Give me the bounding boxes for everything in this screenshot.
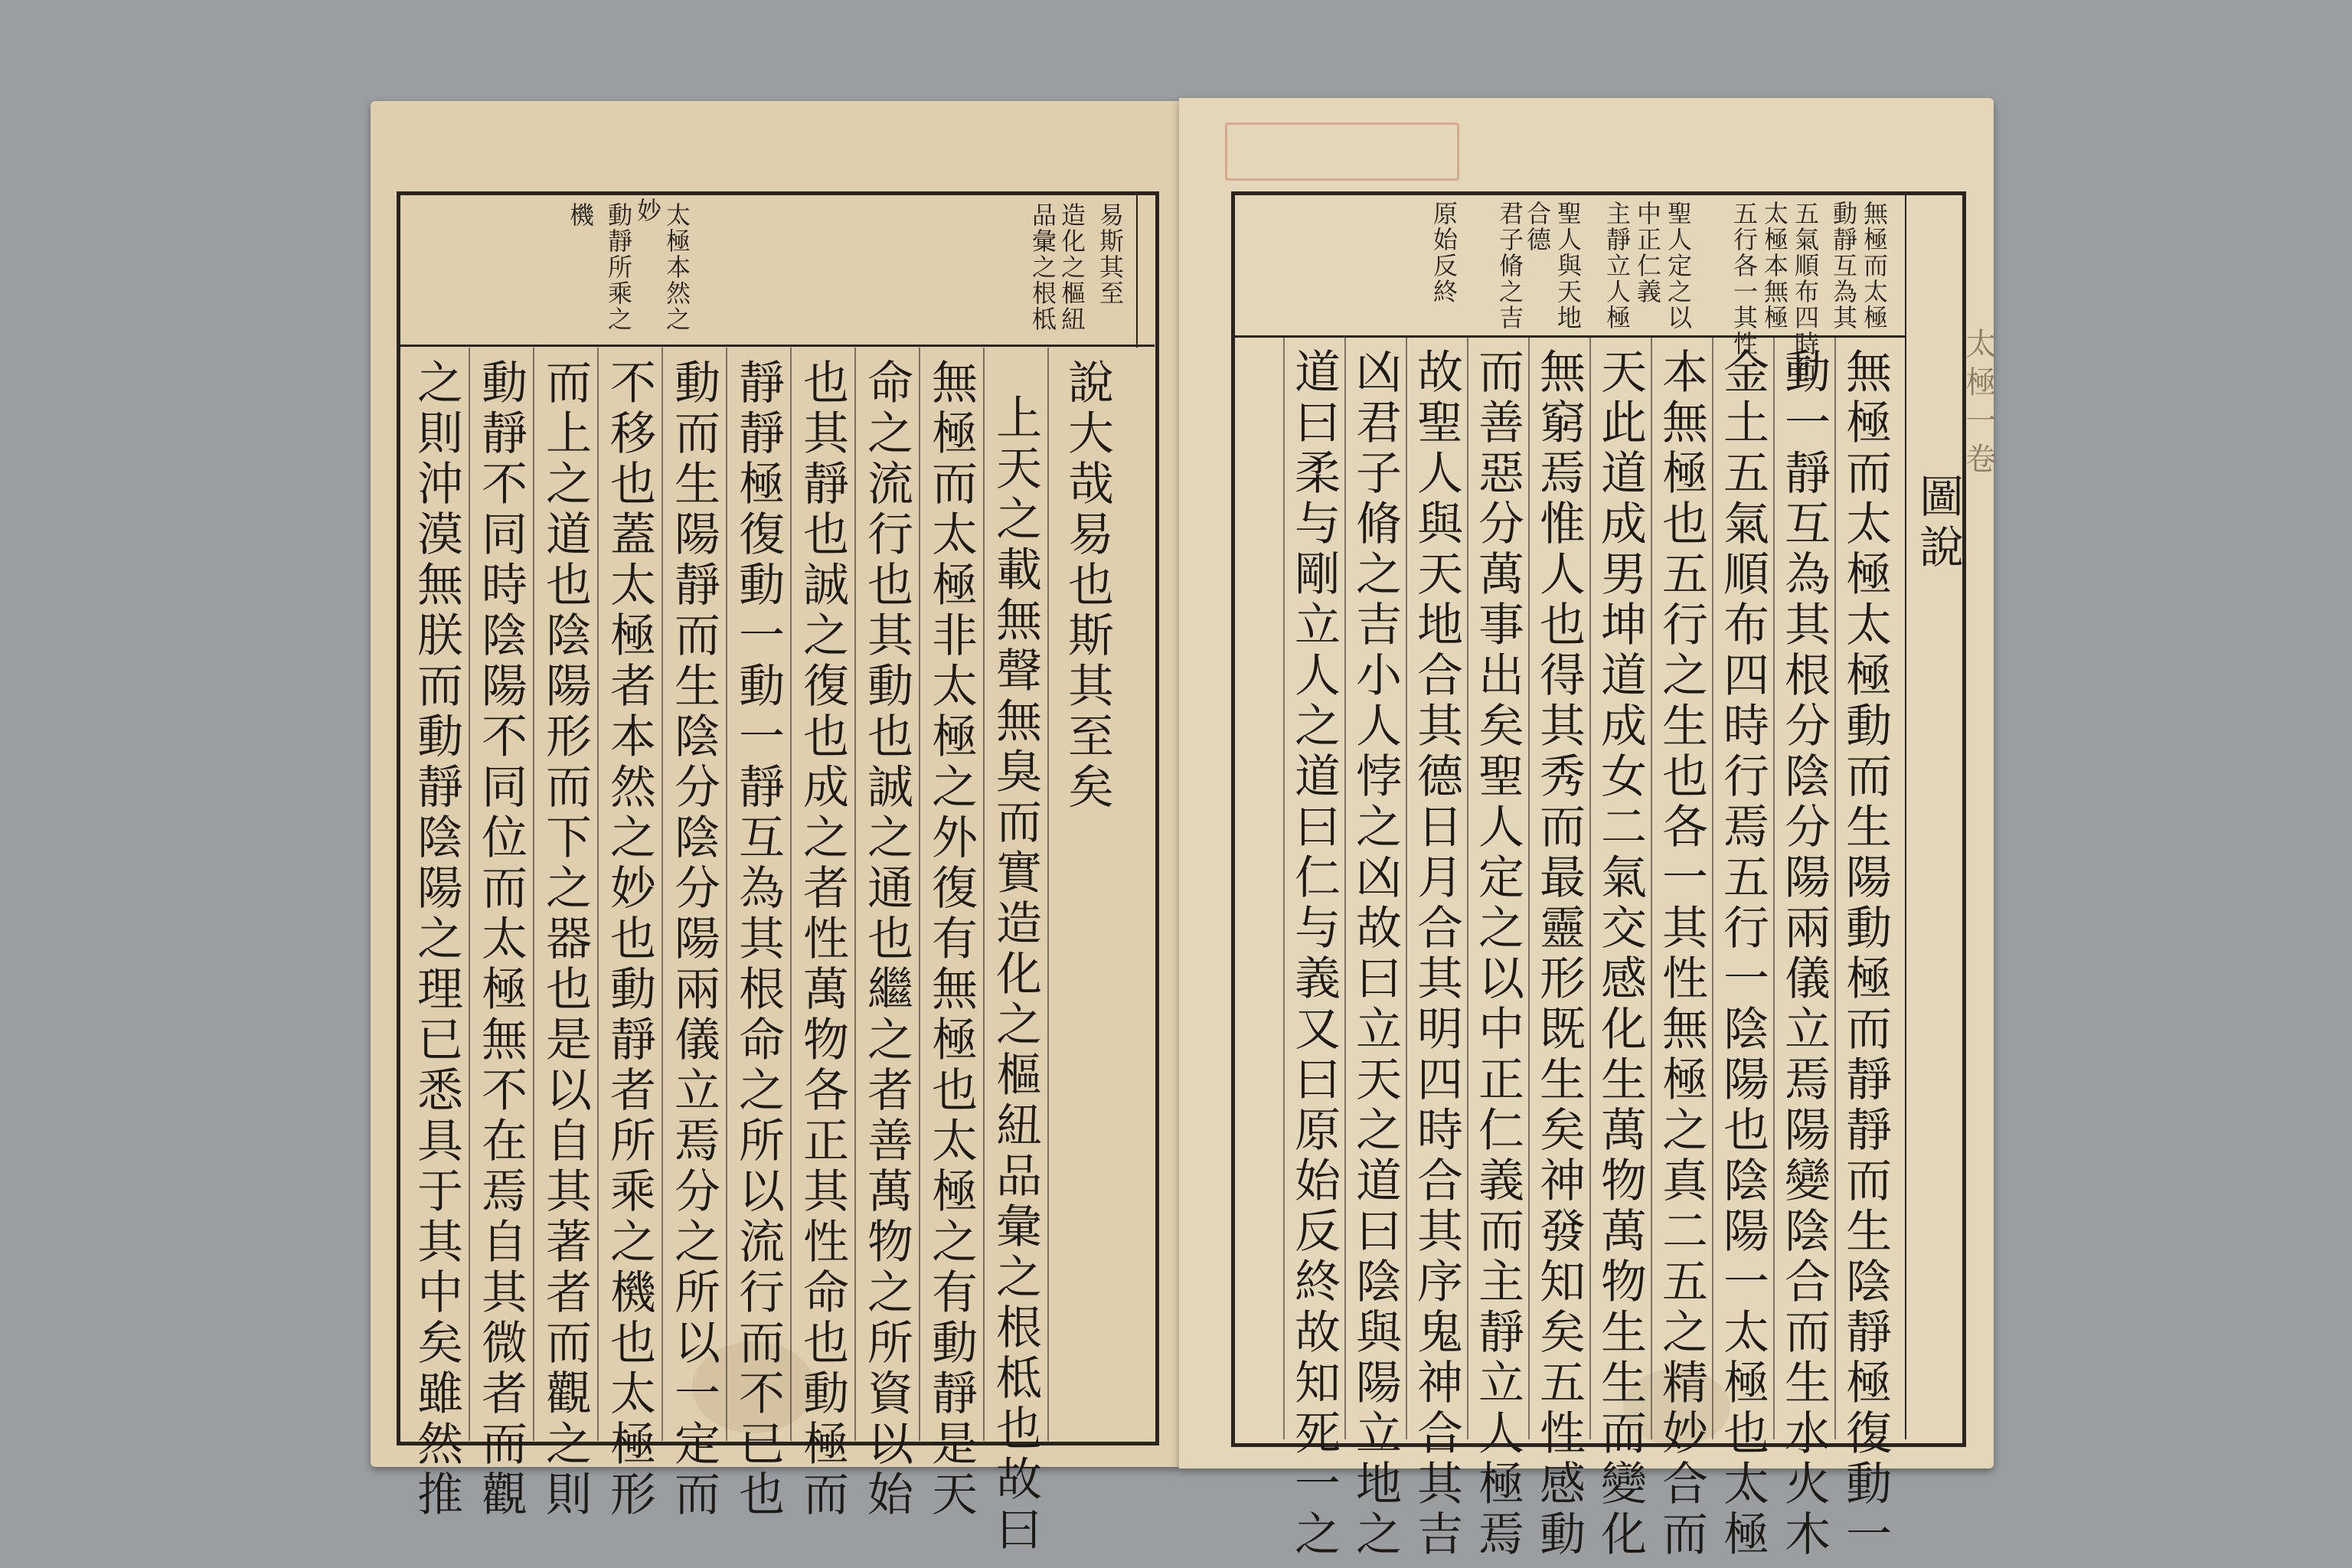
right-header-note: 動靜互為其 [1829, 201, 1858, 331]
right-header-note: 主靜立人極 [1602, 201, 1632, 331]
left-header-note: 造化之樞紐 [1057, 202, 1086, 332]
column-rule [790, 348, 792, 1441]
right-header-note: 原始反終 [1429, 201, 1459, 305]
right-text-column: 動一靜互為其根分陰分陽兩儀立焉陽變陰合而生水火木 [1777, 348, 1831, 1560]
right-header-note: 五行各一其性 [1730, 201, 1759, 357]
right-margin-rule [1905, 194, 1906, 1439]
column-rule [1589, 337, 1591, 1439]
right-header-note: 五氣順布四時行 [1791, 201, 1820, 383]
column-rule [726, 348, 727, 1441]
left-text-column: 不移也蓋太極者本然之妙也動靜者所乘之機也太極形 [603, 358, 656, 1521]
column-rule [469, 348, 470, 1441]
left-text-column: 動而生陽靜而生陰分陰分陽兩儀立焉分之所以一定而 [667, 358, 720, 1521]
left-text-column: 靜靜極復動一動一靜互為其根命之所以流行而不已也 [731, 358, 785, 1521]
left-text-column: 無極而太極非太極之外復有無極也太極之有動靜是天 [924, 358, 978, 1521]
left-text-column: 之則沖漠無朕而動靜陰陽之理已悉具于其中矣雖然推 [410, 358, 463, 1521]
right-text-column: 本無極也五行之生也各一其性無極之真二五之精妙合而 [1655, 348, 1708, 1560]
column-rule [983, 348, 985, 1441]
column-rule [1834, 337, 1836, 1439]
column-rule [1467, 337, 1468, 1439]
left-text-column: 而上之道也陰陽形而下之器也是以自其著者而觀之則 [538, 358, 592, 1521]
left-text-column: 上天之載無聲無臭而實造化之樞紐品彙之根柢也故曰 [988, 394, 1042, 1556]
left-text-column: 命之流行也其動也誠之通也繼之者善萬物之所資以始 [860, 358, 913, 1521]
column-rule [1528, 337, 1530, 1439]
left-header-note: 易斯其至 [1096, 202, 1125, 306]
left-header-note: 品彙之根柢 [1028, 202, 1057, 332]
column-rule [1047, 348, 1049, 1441]
column-rule [1773, 337, 1775, 1439]
column-rule [1283, 337, 1285, 1439]
left-text-column: 也其靜也誠之復也成之者性萬物各正其性命也動極而 [795, 358, 849, 1521]
left-header-note: 太極本然之 [662, 202, 691, 332]
column-rule [854, 348, 856, 1441]
seal-stamp [1225, 122, 1459, 181]
right-text-column: 金土五氣順布四時行焉五行一陰陽也陰陽一太極也太極 [1716, 348, 1769, 1560]
left-header-note: 機 [566, 202, 595, 228]
column-rule [662, 348, 663, 1441]
section-heading: 圖說 [1912, 473, 1964, 574]
right-header-note: 中正仁義 [1633, 201, 1662, 305]
column-rule [1712, 337, 1713, 1439]
right-page [1179, 98, 1996, 1560]
left-header-note: 動靜所乘之 [604, 202, 633, 332]
column-rule [1651, 337, 1652, 1439]
right-text-column: 而善惡分萬事出矣聖人定之以中正仁義而主靜立人極焉 [1471, 348, 1524, 1560]
margin-title: 太極一卷 [1961, 328, 1996, 481]
left-page [371, 101, 1179, 1556]
column-rule [597, 348, 599, 1441]
left-text-column: 動靜不同時陰陽不同位而太極無不在焉自其微者而觀 [474, 358, 528, 1521]
column-rule [1406, 337, 1407, 1439]
right-text-column: 無窮焉惟人也得其秀而最靈形既生矣神發知矣五性感動 [1532, 348, 1586, 1560]
left-header-rule [1136, 194, 1138, 348]
right-text-column: 凶君子脩之吉小人悖之凶故曰立天之道曰陰與陽立地之 [1348, 348, 1402, 1560]
right-header-note: 合德 [1523, 201, 1552, 253]
right-text-column: 道曰柔与剛立人之道曰仁与義又曰原始反終故知死一之 [1287, 348, 1341, 1560]
right-header-note: 無極而太極 [1860, 201, 1889, 331]
right-header-note: 聖人定之以 [1664, 201, 1693, 331]
right-text-column: 天此道成男坤道成女二氣交感化生萬物萬物生生而變化 [1593, 348, 1647, 1560]
left-header-note: 妙 [633, 198, 662, 224]
right-text-column: 故聖人與天地合其德日月合其明四時合其序鬼神合其吉 [1410, 348, 1463, 1560]
column-rule [1344, 337, 1346, 1439]
right-text-column: 無極而太極太極動而生陽動極而靜靜而生陰靜極復動一 [1838, 348, 1892, 1560]
left-header-divider [397, 345, 1155, 347]
column-rule [533, 348, 534, 1441]
right-header-note: 聖人與天地 [1553, 201, 1583, 331]
column-rule [919, 348, 920, 1441]
right-header-note: 太極本無極 [1760, 201, 1789, 331]
right-header-note: 君子脩之吉 [1495, 201, 1524, 331]
left-heading: 說大哉易也斯其至矣 [1060, 358, 1114, 813]
